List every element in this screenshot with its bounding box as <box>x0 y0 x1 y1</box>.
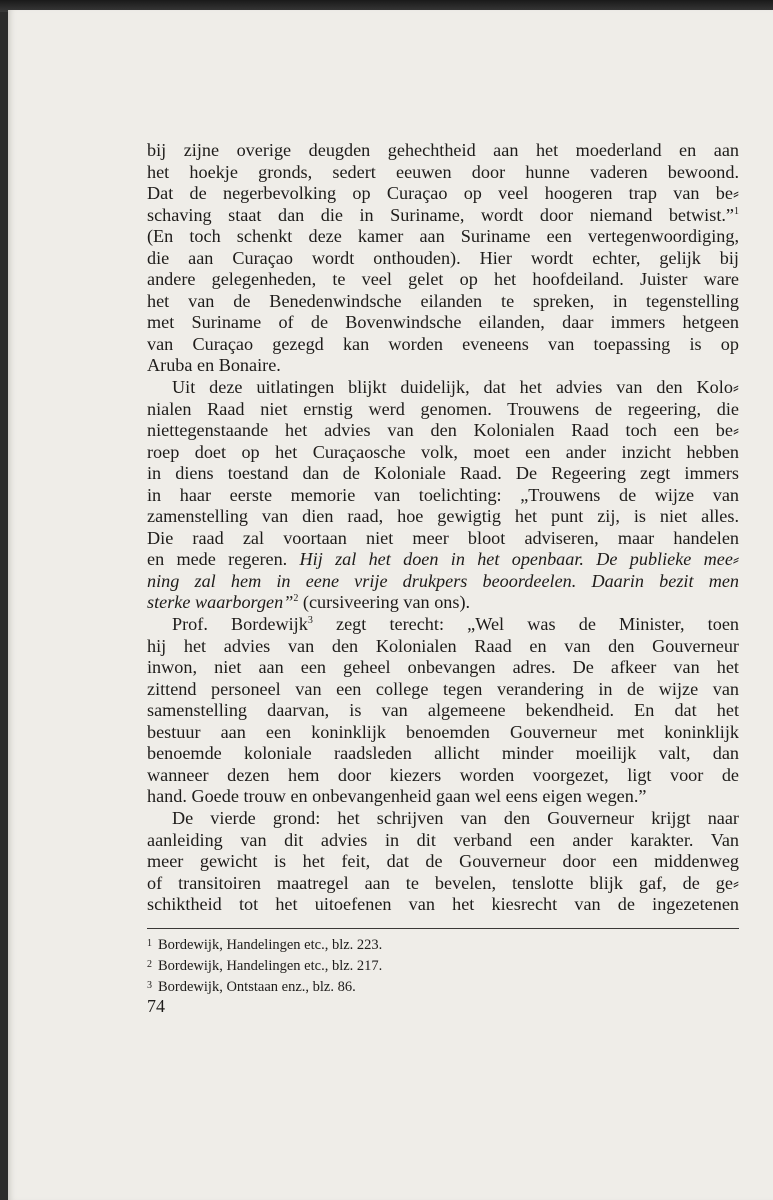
footnote-number: 2 <box>147 959 152 970</box>
text-line: wanneer dezen hem door kiezers worden voorgezet, ligt voor de <box>147 764 739 785</box>
text-line: zamenstelling van dien raad, hoe gewigtig het punt zij, is niet alles. <box>147 506 739 527</box>
text-line: of transitoiren maatregel aan te bevelen, tenslotte blijk gaf, de ge⸗ <box>147 872 739 893</box>
footnote-text: Bordewijk, Handelingen etc., blz. 217. <box>158 958 383 974</box>
text-line: hij het advies van den Kolonialen Raad en van den Gouverneur <box>147 635 739 656</box>
text-line: in haar eerste memorie van toelichting: „Trouwens de wijze van <box>147 484 739 505</box>
footnote-number: 3 <box>147 980 152 991</box>
footnote-text: Bordewijk, Handelingen etc., blz. 223. <box>158 937 383 953</box>
text-line: in diens toestand dan de Koloniale Raad. De Regeering zegt immers <box>147 463 739 484</box>
text-line: nialen Raad niet ernstig werd genomen. Trouwens de regeering, die <box>147 398 739 419</box>
footnote-number: 1 <box>147 938 152 949</box>
text-line-content: Prof. Bordewijk <box>172 614 308 635</box>
text-line: hand. Goede trouw en onbevangenheid gaan wel eens eigen wegen.” <box>147 786 647 807</box>
paragraph-start-line: De vierde grond: het schrijven van den Gouverneur krijgt naar <box>172 807 739 828</box>
text-line: andere gelegenheden, te veel gelet op het hoofdeiland. Juister ware <box>147 269 739 290</box>
footnote-ref-2: 2 <box>293 593 299 605</box>
text-line: Aruba en Bonaire. <box>147 355 281 376</box>
italic-emphasis: Hij zal het doen in het openbaar. De publieke mee⸗ <box>299 549 740 570</box>
italic-text-line: ning zal hem in eene vrije drukpers beoordeelen. Daarin bezit men <box>147 570 739 591</box>
text-line: Die raad zal voortaan niet meer bloot adviseren, maar handelen <box>147 527 739 548</box>
footnote-ref-3: 3 <box>307 615 313 627</box>
text-line-content: (cursiveering van ons). <box>302 592 471 613</box>
text-line: schiktheid tot het uitoefenen van het kiesrecht van de ingezetenen <box>147 894 739 915</box>
italic-emphasis: sterke waarborgen” <box>147 592 294 613</box>
text-line: samenstelling daarvan, is van algemeene bekendheid. En dat het <box>147 700 739 721</box>
text-line: zittend personeel van een college tegen verandering in de wijze van <box>147 678 739 699</box>
footnote <box>147 976 739 997</box>
text-line: (En toch schenkt deze kamer aan Suriname een vertegenwoordiging, <box>147 226 739 247</box>
text-line: het van de Benedenwindsche eilanden te spreken, in tegenstelling <box>147 290 739 311</box>
paragraph-start-line <box>147 614 739 636</box>
footnote-ref-1: 1 <box>734 205 739 217</box>
text-line <box>147 205 739 227</box>
footnote <box>147 934 739 955</box>
text-line: met Suriname of de Bovenwindsche eilanden, daar immers hetgeen <box>147 312 739 333</box>
text-line: inwon, niet aan een geheel onbevangen adres. De afkeer van het <box>147 657 739 678</box>
text-line: van Curaçao gezegd kan worden eveneens van toepassing is op <box>147 333 739 354</box>
paragraph-start-line: Uit deze uitlatingen blijkt duidelijk, dat het advies van den Kolo⸗ <box>172 377 739 398</box>
text-line: niettegenstaande het advies van den Kolonialen Raad toch een be⸗ <box>147 420 739 441</box>
body-text <box>147 140 739 916</box>
footnote-text: Bordewijk, Ontstaan enz., blz. 86. <box>158 979 356 995</box>
text-line: het hoekje gronds, sedert eeuwen door hunne vaderen bewoond. <box>147 161 739 182</box>
text-line: aanleiding van dit advies in dit verband een ander karakter. Van <box>147 829 739 850</box>
text-line: meer gewicht is het feit, dat de Gouverneur door een middenweg <box>147 851 739 872</box>
footnote <box>147 955 739 976</box>
page-number: 74 <box>147 996 165 1016</box>
text-line-content: en mede regeren. <box>147 549 288 570</box>
text-line: bij zijne overige deugden gehechtheid aan het moederland en aan <box>147 140 739 160</box>
footnotes <box>147 934 739 997</box>
text-line: roep doet op het Curaçaosche volk, moet een ander inzicht hebben <box>147 441 739 462</box>
text-line: benoemde koloniale raadsleden allicht minder moeilijk valt, dan <box>147 743 739 764</box>
text-line <box>147 592 739 614</box>
text-line-content: schaving staat dan die in Suriname, wordt door niemand betwist.” <box>147 204 734 225</box>
text-line-content: zegt terecht: „Wel was de Minister, toen <box>336 614 739 635</box>
text-line: die aan Curaçao wordt onthouden). Hier wordt echter, gelijk bij <box>147 247 739 268</box>
text-line <box>147 549 739 571</box>
text-line: bestuur aan een koninklijk benoemden Gouverneur met koninklijk <box>147 721 739 742</box>
footnote-divider <box>147 928 739 929</box>
text-line: Dat de negerbevolking op Curaçao op veel hoogeren trap van be⸗ <box>147 183 739 204</box>
